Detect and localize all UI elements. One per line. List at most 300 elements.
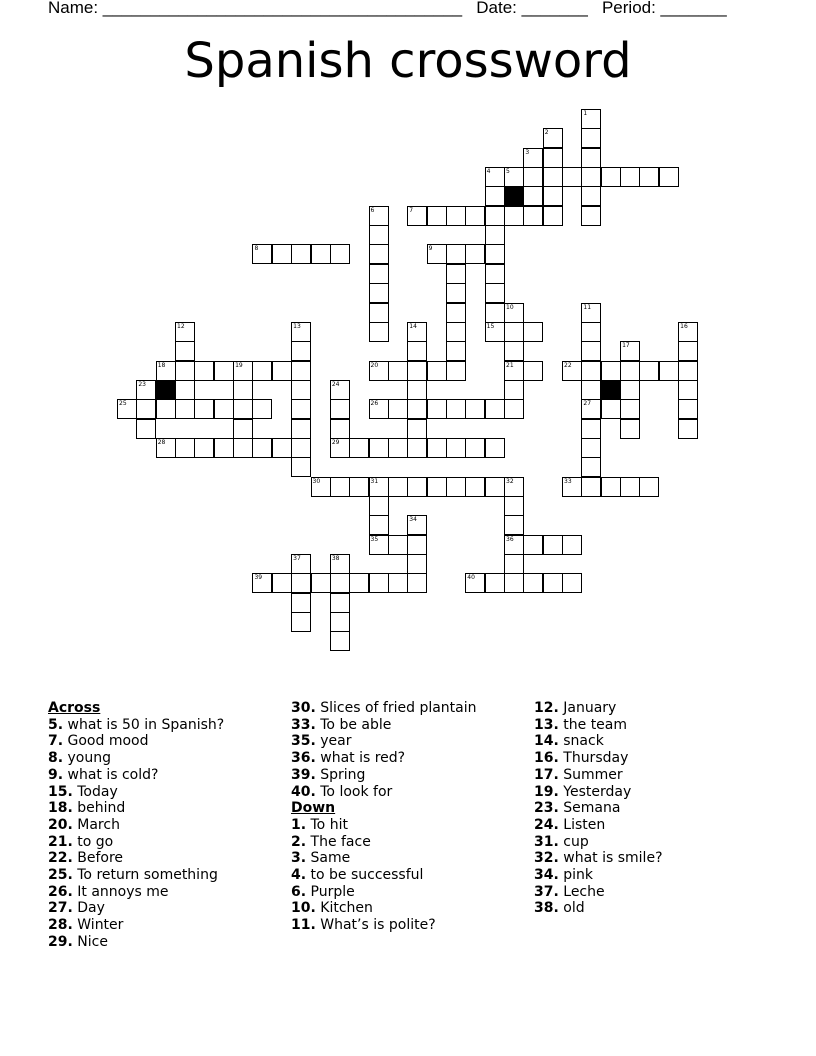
clue-number-label: 35. — [291, 733, 316, 750]
clue-text: to go — [72, 833, 114, 850]
crossword-cell[interactable] — [485, 264, 505, 284]
clue-number: 2 — [544, 129, 549, 137]
crossword-cell[interactable] — [291, 438, 311, 458]
clue-number-label: 6. — [291, 883, 307, 900]
clue-number-label: 15. — [48, 783, 73, 800]
clue-item — [534, 884, 663, 901]
crossword-cell[interactable] — [369, 206, 389, 226]
crossword-cell[interactable] — [620, 477, 640, 497]
clue-text: The face — [306, 833, 371, 850]
clue-number: 14 — [409, 322, 417, 330]
crossword-cell[interactable] — [523, 535, 543, 555]
crossword-cell[interactable] — [407, 399, 427, 419]
crossword-cell[interactable] — [523, 167, 543, 187]
clue-number: 3 — [525, 148, 530, 156]
clue-item — [291, 750, 477, 767]
crossword-cell[interactable] — [504, 496, 524, 516]
crossword-cell[interactable] — [639, 361, 659, 381]
crossword-cell[interactable] — [543, 573, 563, 593]
crossword-cell[interactable] — [407, 341, 427, 361]
crossword-cell[interactable] — [581, 399, 601, 419]
clue-item — [291, 767, 477, 784]
crossword-cell[interactable] — [485, 399, 505, 419]
crossword-cell[interactable] — [117, 399, 137, 419]
crossword-cell[interactable] — [252, 361, 272, 381]
crossword-cell[interactable] — [485, 283, 505, 303]
crossword-cell[interactable] — [581, 109, 601, 129]
clue-number: 9 — [428, 245, 433, 253]
crossword-cell[interactable] — [311, 573, 331, 593]
crossword-cell[interactable] — [543, 128, 563, 148]
crossword-cell[interactable] — [369, 399, 389, 419]
crossword-cell[interactable] — [620, 399, 640, 419]
clue-text: the team — [558, 716, 628, 733]
crossword-cell[interactable] — [252, 438, 272, 458]
crossword-cell[interactable] — [581, 341, 601, 361]
name-field[interactable]: Name: ______________________________________ — [48, 0, 463, 17]
clue-item — [48, 784, 224, 801]
crossword-cell[interactable] — [214, 361, 234, 381]
crossword-cell[interactable] — [504, 380, 524, 400]
clue-text: what is red? — [315, 750, 406, 767]
clue-number: 34 — [409, 516, 417, 524]
crossword-cell[interactable] — [291, 573, 311, 593]
crossword-cell[interactable] — [485, 438, 505, 458]
crossword-cell[interactable] — [485, 225, 505, 245]
crossword-cell[interactable] — [427, 206, 447, 226]
crossword-cell[interactable] — [446, 361, 466, 381]
clue-text: cup — [558, 833, 589, 850]
clue-number-label: 8. — [48, 750, 64, 767]
crossword-cell[interactable] — [485, 322, 505, 342]
clue-number: 4 — [486, 168, 491, 176]
crossword-cell[interactable] — [272, 361, 292, 381]
crossword-cell[interactable] — [581, 438, 601, 458]
crossword-cell[interactable] — [427, 477, 447, 497]
across-clues-list — [48, 717, 224, 951]
clue-item — [48, 750, 224, 767]
period-field[interactable]: Period: _______ — [601, 0, 727, 17]
clue-number: 39 — [254, 574, 263, 582]
crossword-cell[interactable] — [523, 206, 543, 226]
crossword-cell[interactable] — [581, 419, 601, 439]
crossword-cell[interactable] — [330, 477, 350, 497]
clue-text: January — [558, 700, 617, 716]
clue-number-label: 33. — [291, 716, 316, 733]
clue-number: 27 — [583, 400, 592, 408]
crossword-cell[interactable] — [581, 303, 601, 323]
clue-text: Leche — [558, 883, 605, 900]
crossword-cell[interactable] — [330, 399, 350, 419]
crossword-cell[interactable] — [465, 438, 485, 458]
clue-item — [534, 784, 663, 801]
clue-text: Slices of fried plantain — [315, 700, 477, 716]
clue-number-label: 20. — [48, 816, 73, 833]
crossword-cell[interactable] — [156, 399, 176, 419]
crossword-cell[interactable] — [581, 380, 601, 400]
clue-item — [534, 800, 663, 817]
date-field[interactable]: Date: _______ — [476, 0, 588, 17]
crossword-cell[interactable] — [349, 477, 369, 497]
crossword-cell[interactable] — [291, 554, 311, 574]
clue-item — [291, 733, 477, 750]
crossword-cell[interactable] — [369, 322, 389, 342]
crossword-cell[interactable] — [349, 573, 369, 593]
crossword-cell[interactable] — [291, 593, 311, 613]
clue-text: What’s is polite? — [315, 917, 436, 934]
crossword-cell[interactable] — [504, 515, 524, 535]
crossword-cell[interactable] — [446, 303, 466, 323]
crossword-cell[interactable] — [214, 399, 234, 419]
crossword-cell[interactable] — [485, 573, 505, 593]
crossword-cell[interactable] — [369, 225, 389, 245]
crossword-cell[interactable] — [562, 477, 582, 497]
clue-number-label: 31. — [534, 833, 559, 850]
clue-text: Before — [72, 850, 124, 867]
crossword-cell[interactable] — [446, 399, 466, 419]
crossword-cell[interactable] — [175, 361, 195, 381]
clue-number: 26 — [370, 400, 379, 408]
clue-item — [48, 800, 224, 817]
crossword-cell[interactable] — [581, 167, 601, 187]
clue-item — [291, 834, 477, 851]
crossword-cell[interactable] — [369, 496, 389, 516]
clue-number: 6 — [370, 206, 375, 214]
crossword-cell[interactable] — [504, 477, 524, 497]
clue-number-label: 3. — [291, 850, 307, 867]
crossword-cell[interactable] — [407, 419, 427, 439]
crossword-cell[interactable] — [562, 535, 582, 555]
crossword-cell[interactable] — [504, 303, 524, 323]
crossword-cell[interactable] — [485, 303, 505, 323]
clue-number-label: 19. — [534, 783, 559, 800]
crossword-cell[interactable] — [659, 167, 679, 187]
clue-number: 33 — [564, 477, 572, 485]
crossword-cell[interactable] — [543, 186, 563, 206]
crossword-cell[interactable] — [465, 206, 485, 226]
clue-item — [48, 767, 224, 784]
clue-item — [291, 884, 477, 901]
clues-column-1 — [48, 700, 224, 951]
clue-number-label: 7. — [48, 733, 64, 750]
clue-item — [534, 733, 663, 750]
crossword-cell[interactable] — [581, 206, 601, 226]
crossword-cell[interactable] — [388, 438, 408, 458]
crossword-cell[interactable] — [427, 244, 447, 264]
crossword-cell[interactable] — [465, 399, 485, 419]
crossword-cell[interactable] — [601, 477, 621, 497]
crossword-cell[interactable] — [581, 477, 601, 497]
crossword-cell[interactable] — [446, 283, 466, 303]
crossword-cell[interactable] — [485, 477, 505, 497]
clue-item — [48, 917, 224, 934]
crossword-cell[interactable] — [369, 283, 389, 303]
crossword-cell[interactable] — [388, 535, 408, 555]
crossword-cell[interactable] — [581, 128, 601, 148]
crossword-cell[interactable] — [369, 515, 389, 535]
crossword-cell[interactable] — [446, 322, 466, 342]
clue-number-label: 22. — [48, 850, 73, 867]
crossword-cell[interactable] — [252, 399, 272, 419]
crossword-cell[interactable] — [291, 322, 311, 342]
crossword-cell[interactable] — [156, 438, 176, 458]
clue-number-label: 12. — [534, 700, 559, 716]
crossword-cell[interactable] — [136, 419, 156, 439]
across-heading: Across — [48, 700, 101, 716]
crossword-cell[interactable] — [407, 438, 427, 458]
crossword-cell[interactable] — [523, 186, 543, 206]
clue-number: 10 — [506, 303, 514, 311]
clue-item — [291, 717, 477, 734]
crossword-cell[interactable] — [369, 303, 389, 323]
crossword-cell[interactable] — [291, 419, 311, 439]
crossword-cell[interactable] — [175, 380, 195, 400]
crossword-cell[interactable] — [407, 554, 427, 574]
crossword-cell[interactable] — [175, 322, 195, 342]
crossword-cell[interactable] — [485, 167, 505, 187]
crossword-cell[interactable] — [639, 477, 659, 497]
crossword-cell[interactable] — [233, 438, 253, 458]
crossword-cell[interactable] — [407, 515, 427, 535]
crossword-cell[interactable] — [407, 477, 427, 497]
crossword-cell[interactable] — [504, 361, 524, 381]
crossword-cell[interactable] — [311, 477, 331, 497]
crossword-cell[interactable] — [543, 167, 563, 187]
crossword-cell[interactable] — [369, 573, 389, 593]
crossword-cell[interactable] — [581, 148, 601, 168]
crossword-cell[interactable] — [349, 438, 369, 458]
crossword-cell[interactable] — [678, 361, 698, 381]
crossword-cell[interactable] — [291, 341, 311, 361]
crossword-cell[interactable] — [388, 573, 408, 593]
clue-text: Listen — [558, 816, 606, 833]
crossword-cell[interactable] — [407, 535, 427, 555]
crossword-cell[interactable] — [581, 457, 601, 477]
crossword-cell[interactable] — [523, 361, 543, 381]
crossword-cell[interactable] — [272, 573, 292, 593]
crossword-cell[interactable] — [330, 244, 350, 264]
crossword-cell[interactable] — [446, 206, 466, 226]
crossword-cell[interactable] — [485, 244, 505, 264]
crossword-cell[interactable] — [639, 167, 659, 187]
crossword-cell[interactable] — [504, 573, 524, 593]
crossword-cell[interactable] — [465, 477, 485, 497]
crossword-cell[interactable] — [272, 244, 292, 264]
crossword-black-cell — [601, 380, 621, 400]
crossword-cell[interactable] — [156, 361, 176, 381]
crossword-black-cell — [156, 380, 176, 400]
crossword-cell[interactable] — [620, 380, 640, 400]
crossword-cell[interactable] — [581, 361, 601, 381]
clue-item — [534, 700, 663, 717]
crossword-cell[interactable] — [407, 322, 427, 342]
crossword-cell[interactable] — [175, 438, 195, 458]
clue-text: what is 50 in Spanish? — [63, 716, 225, 733]
crossword-cell[interactable] — [543, 148, 563, 168]
crossword-cell[interactable] — [581, 322, 601, 342]
crossword-cell[interactable] — [175, 341, 195, 361]
crossword-cell[interactable] — [407, 206, 427, 226]
crossword-cell[interactable] — [446, 244, 466, 264]
crossword-cell[interactable] — [523, 322, 543, 342]
crossword-cell[interactable] — [543, 535, 563, 555]
crossword-cell[interactable] — [233, 419, 253, 439]
crossword-cell[interactable] — [407, 573, 427, 593]
crossword-cell[interactable] — [446, 341, 466, 361]
clue-number: 36 — [506, 535, 514, 543]
crossword-cell[interactable] — [581, 186, 601, 206]
clue-text: pink — [558, 867, 594, 884]
clue-text: March — [72, 816, 120, 833]
crossword-cell[interactable] — [427, 361, 447, 381]
clue-text: Yesterday — [558, 783, 632, 800]
crossword-cell[interactable] — [504, 535, 524, 555]
clue-number: 16 — [680, 322, 688, 330]
crossword-cell[interactable] — [562, 167, 582, 187]
clue-number: 22 — [564, 361, 572, 369]
clue-number-label: 1. — [291, 816, 307, 833]
crossword-cell[interactable] — [465, 244, 485, 264]
crossword-cell[interactable] — [233, 361, 253, 381]
clues-column-2 — [291, 700, 477, 934]
crossword-cell[interactable] — [330, 438, 350, 458]
crossword-cell[interactable] — [523, 148, 543, 168]
crossword-cell[interactable] — [369, 477, 389, 497]
crossword-cell[interactable] — [194, 361, 214, 381]
clue-item — [534, 850, 663, 867]
crossword-cell[interactable] — [446, 264, 466, 284]
crossword-cell[interactable] — [427, 438, 447, 458]
crossword-cell[interactable] — [504, 206, 524, 226]
clue-number: 28 — [157, 438, 166, 446]
crossword-cell[interactable] — [291, 612, 311, 632]
crossword-cell[interactable] — [659, 361, 679, 381]
clue-number: 18 — [157, 361, 166, 369]
crossword-cell[interactable] — [407, 361, 427, 381]
crossword-cell[interactable] — [446, 477, 466, 497]
crossword-cell[interactable] — [291, 399, 311, 419]
clue-number: 31 — [370, 477, 379, 485]
crossword-cell[interactable] — [504, 554, 524, 574]
clue-number-label: 16. — [534, 750, 559, 767]
crossword-cell[interactable] — [504, 167, 524, 187]
crossword-cell[interactable] — [291, 457, 311, 477]
crossword-cell[interactable] — [388, 399, 408, 419]
clue-number-label: 27. — [48, 900, 73, 917]
crossword-cell[interactable] — [330, 593, 350, 613]
crossword-cell[interactable] — [678, 341, 698, 361]
crossword-cell[interactable] — [311, 244, 331, 264]
crossword-cell[interactable] — [252, 244, 272, 264]
clue-text: what is cold? — [63, 766, 159, 783]
crossword-cell[interactable] — [369, 244, 389, 264]
clue-item — [48, 834, 224, 851]
clue-text: young — [63, 750, 111, 767]
clue-item — [291, 867, 477, 884]
crossword-cell[interactable] — [252, 573, 272, 593]
crossword-cell[interactable] — [678, 380, 698, 400]
crossword-cell[interactable] — [523, 573, 543, 593]
crossword-cell[interactable] — [504, 322, 524, 342]
crossword-cell[interactable] — [562, 573, 582, 593]
crossword-cell[interactable] — [330, 554, 350, 574]
crossword-cell[interactable] — [388, 361, 408, 381]
crossword-cell[interactable] — [601, 361, 621, 381]
crossword-cell[interactable] — [601, 167, 621, 187]
crossword-cell[interactable] — [233, 399, 253, 419]
crossword-cell[interactable] — [369, 535, 389, 555]
crossword-cell[interactable] — [678, 322, 698, 342]
crossword-cell[interactable] — [504, 341, 524, 361]
clue-number: 11 — [583, 303, 592, 311]
crossword-cell[interactable] — [272, 438, 292, 458]
clue-number: 37 — [293, 555, 301, 563]
crossword-cell[interactable] — [620, 419, 640, 439]
crossword-cell[interactable] — [330, 631, 350, 651]
crossword-cell[interactable] — [330, 380, 350, 400]
crossword-cell[interactable] — [330, 419, 350, 439]
crossword-cell[interactable] — [330, 612, 350, 632]
crossword-cell[interactable] — [504, 399, 524, 419]
crossword-cell[interactable] — [601, 399, 621, 419]
clue-number-label: 36. — [291, 750, 316, 767]
crossword-cell[interactable] — [369, 264, 389, 284]
clue-text: old — [558, 900, 585, 917]
crossword-cell[interactable] — [678, 419, 698, 439]
crossword-cell[interactable] — [369, 361, 389, 381]
clue-item — [48, 867, 224, 884]
clue-item — [534, 750, 663, 767]
crossword-cell[interactable] — [678, 399, 698, 419]
clue-item — [534, 817, 663, 834]
crossword-cell[interactable] — [388, 477, 408, 497]
crossword-cell[interactable] — [620, 361, 640, 381]
crossword-cell[interactable] — [562, 361, 582, 381]
page-title: Spanish crossword — [184, 33, 632, 89]
clue-number: 21 — [506, 361, 514, 369]
crossword-cell[interactable] — [543, 206, 563, 226]
crossword-cell[interactable] — [369, 438, 389, 458]
crossword-cell[interactable] — [194, 399, 214, 419]
clue-text: To be able — [315, 716, 392, 733]
clue-number-label: 25. — [48, 867, 73, 884]
clue-text: To hit — [306, 816, 348, 833]
crossword-cell[interactable] — [194, 438, 214, 458]
crossword-cell[interactable] — [485, 186, 505, 206]
crossword-cell[interactable] — [446, 438, 466, 458]
crossword-cell[interactable] — [233, 380, 253, 400]
crossword-cell[interactable] — [291, 380, 311, 400]
crossword-cell[interactable] — [175, 399, 195, 419]
crossword-cell[interactable] — [465, 573, 485, 593]
clues-column-3 — [534, 700, 663, 917]
crossword-cell[interactable] — [136, 399, 156, 419]
clue-item — [48, 733, 224, 750]
crossword-cell[interactable] — [427, 399, 447, 419]
crossword-cell[interactable] — [136, 380, 156, 400]
crossword-cell[interactable] — [485, 206, 505, 226]
crossword-cell[interactable] — [214, 438, 234, 458]
clue-item — [534, 900, 663, 917]
crossword-cell[interactable] — [291, 361, 311, 381]
crossword-cell[interactable] — [330, 573, 350, 593]
crossword-cell[interactable] — [407, 380, 427, 400]
clue-number: 1 — [583, 110, 588, 117]
crossword-cell[interactable] — [620, 167, 640, 187]
crossword-cell[interactable] — [291, 244, 311, 264]
crossword-cell[interactable] — [620, 341, 640, 361]
clue-number-label: 28. — [48, 917, 73, 934]
